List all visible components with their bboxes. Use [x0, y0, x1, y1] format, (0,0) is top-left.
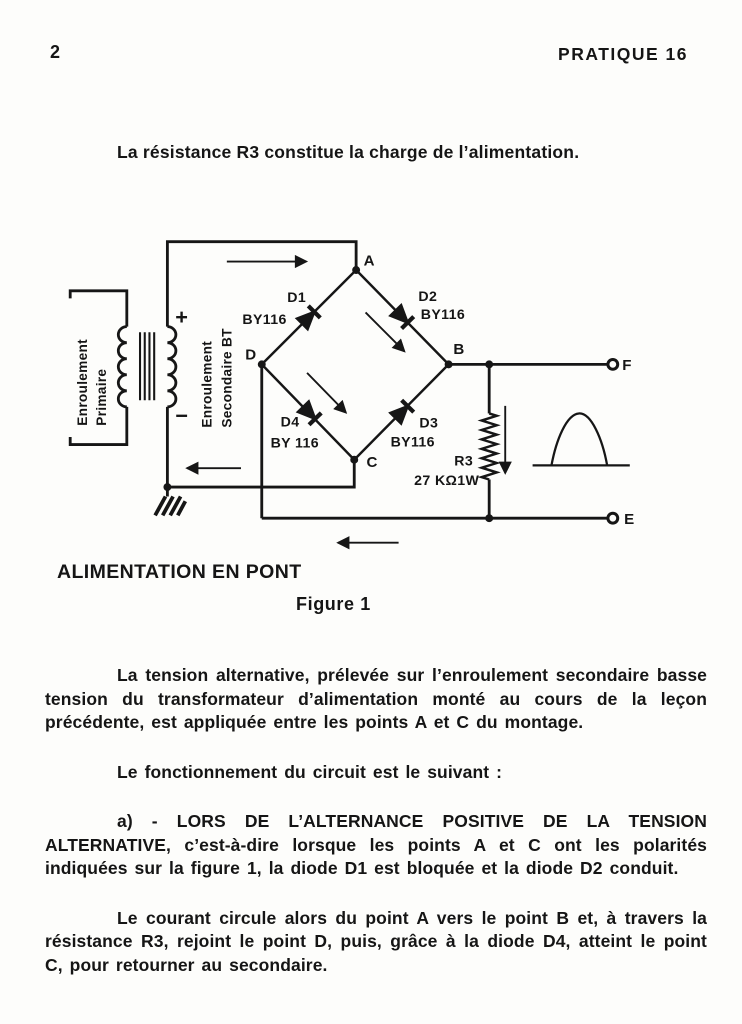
polarity-minus: − — [175, 402, 188, 428]
current-arrow-inner-lower — [307, 373, 346, 413]
waveform-icon — [533, 413, 630, 465]
diode-d3-label: D3 — [419, 414, 439, 431]
diode-d3-type: BY116 — [390, 433, 435, 450]
resistor-r3-value: 27 KΩ1W — [414, 472, 480, 489]
page-number: 2 — [50, 42, 61, 62]
node-label-a: A — [363, 252, 375, 270]
figure-caption: Figure 1 — [296, 594, 371, 614]
body-paragraph-4: Le courant circule alors du point A vers le point B et, à travers la résistance R3, rejoint le point D, puis, grâce à la diode D4, atteint le point C, pour retourner au secondaire. — [45, 907, 707, 975]
body-paragraph-3: a) - LORS DE L’ALTERNANCE POSITIVE DE LA TENSION ALTERNATIVE, c’est-à-dire lorsque les points A et C ont les polarités indiquées sur la figure 1, la diode D1 est bloquée et la diode D2 conduit. — [45, 811, 707, 878]
transformer-core — [140, 332, 154, 400]
diode-d1-type: BY116 — [242, 310, 287, 327]
node-label-b: B — [453, 340, 465, 358]
node-label-c: C — [366, 454, 378, 472]
current-arrows — [187, 262, 505, 543]
transformer-primary-coil — [118, 327, 126, 407]
diode-d4-type: BY 116 — [270, 434, 319, 451]
body-text — [45, 664, 707, 1003]
body-paragraph-2: Le fonctionnement du circuit est le suivant : — [117, 761, 503, 782]
diode-d2-type: BY116 — [420, 306, 466, 323]
diode-d1-label: D1 — [287, 289, 307, 306]
ground-icon — [155, 487, 185, 515]
resistor-r3-label: R3 — [454, 452, 474, 469]
header-title: PRATIQUE 16 — [558, 44, 688, 64]
resistor-r3 — [482, 364, 497, 518]
figure-title: ALIMENTATION EN PONT — [57, 561, 302, 583]
primary-winding-label-line1: Enroulement — [75, 339, 91, 426]
primary-winding-label-line2: Primaire — [94, 368, 110, 426]
node-label-d: D — [245, 346, 257, 364]
terminal-label-e: E — [624, 510, 635, 528]
body-paragraph-1: La tension alternative, prélevée sur l’enroulement secondaire basse tension du transformateur d’alimentation monté au cours de la leçon précédente, est appliquée entre les points A et C du montage. — [45, 665, 707, 732]
terminal-f — [608, 359, 618, 369]
terminal-label-f: F — [622, 357, 632, 375]
terminal-e — [608, 513, 618, 523]
diode-d2-label: D2 — [418, 288, 438, 305]
secondary-winding-label-line1: Enroulement — [199, 340, 215, 428]
transformer-secondary-coil — [167, 327, 175, 407]
diode-d4-label: D4 — [280, 413, 300, 430]
secondary-winding-label-line2: Secondaire BT — [219, 328, 235, 428]
polarity-plus: + — [175, 303, 188, 329]
intro-sentence: La résistance R3 constitue la charge de l’alimentation. — [117, 142, 580, 162]
circuit-diagram — [40, 215, 710, 560]
